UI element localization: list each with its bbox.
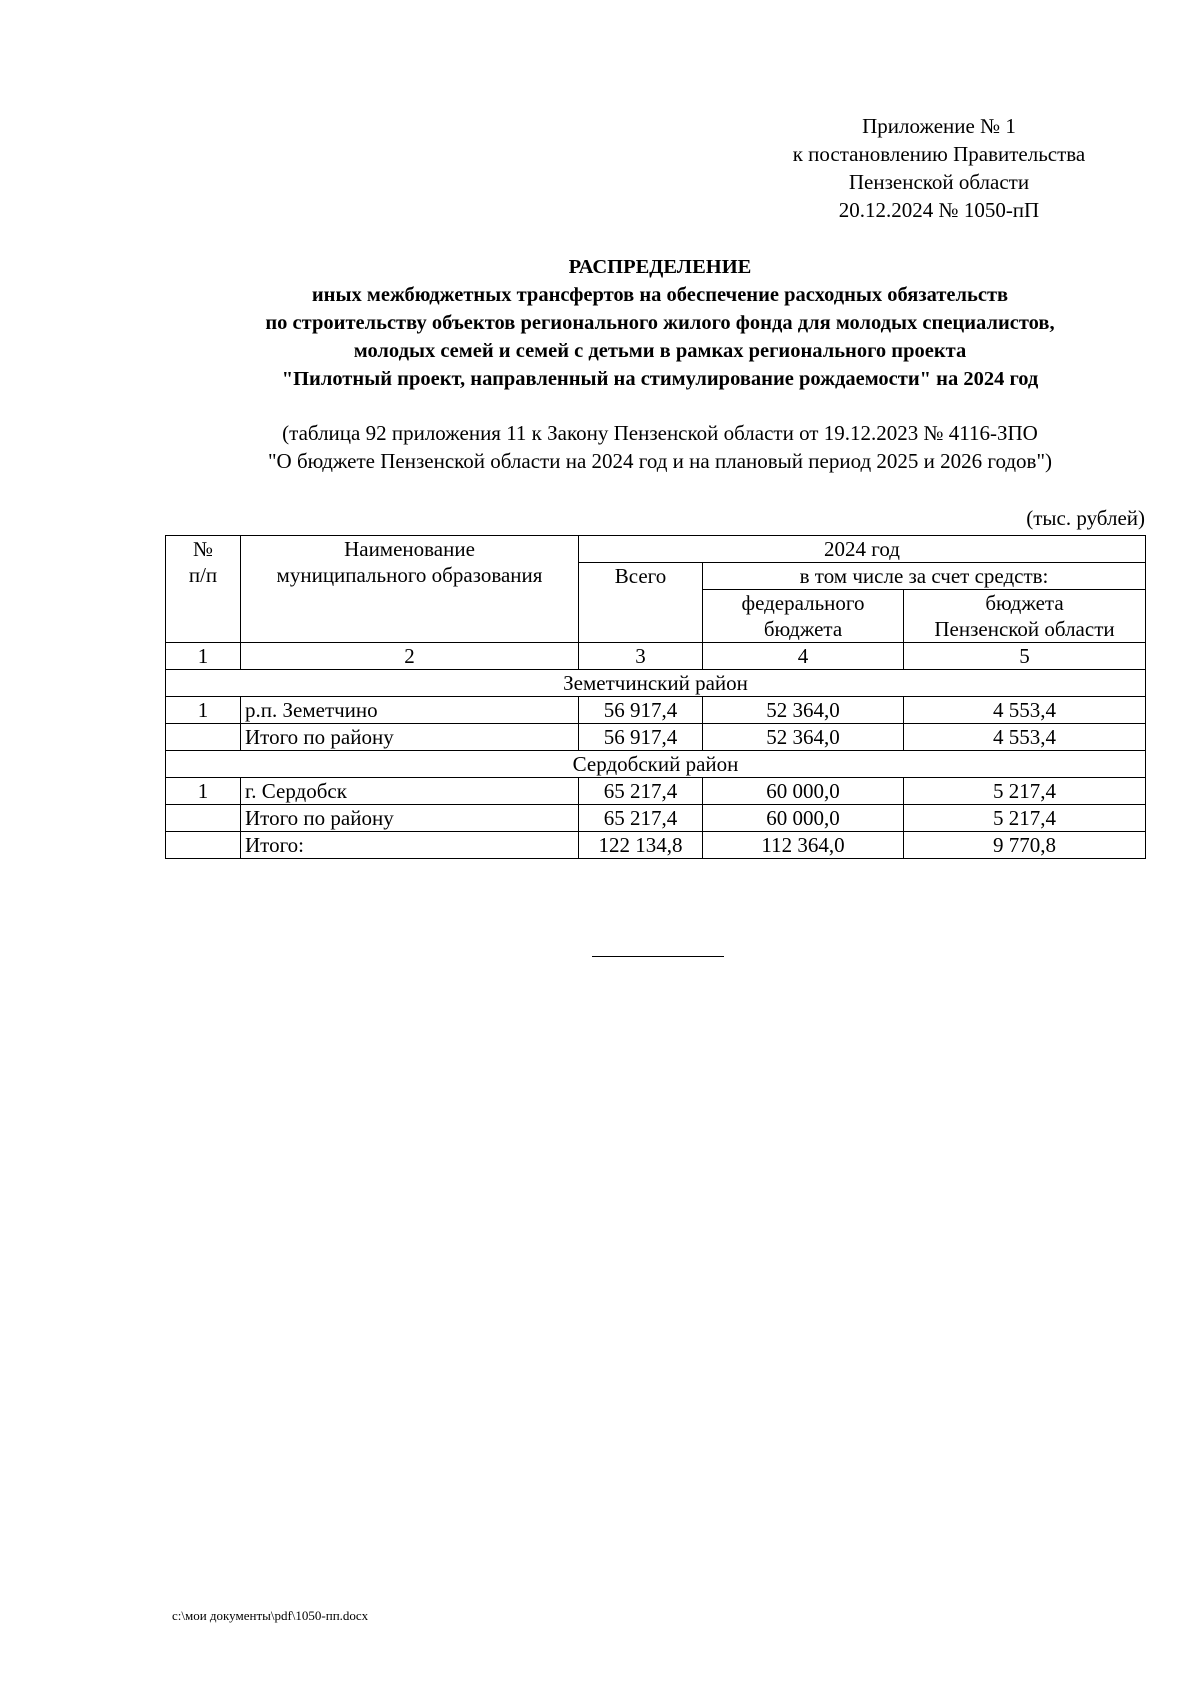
header-name-line-2: муниципального образования [276,563,543,587]
appendix-line-1: Приложение № 1 [862,114,1016,138]
title-line-1: иных межбюджетных трансфертов на обеспечение расходных обязательств [311,284,1009,306]
regional-amount: 5 217,4 [904,805,1146,832]
column-number: 2 [241,643,579,670]
appendix-line-2: к постановлению Правительства [792,142,1086,166]
law-reference [160,419,1160,475]
document-title [160,253,1160,393]
appendix-line-3: Пензенской области [848,170,1030,194]
grand-total-federal: 112 364,0 [703,832,904,859]
appendix-line-4: 20.12.2024 № 1050-пП [838,198,1040,222]
reference-line-1: (таблица 92 приложения 11 к Закону Пензенской области от 19.12.2023 № 4116-ЗПО [282,421,1038,445]
header-name-cell [241,536,579,643]
federal-amount: 60 000,0 [703,778,904,805]
row-number: 1 [166,697,241,724]
total-amount: 65 217,4 [579,805,703,832]
column-number: 4 [703,643,904,670]
header-number-cell [166,536,241,643]
total-amount: 56 917,4 [579,697,703,724]
header-including: в том числе за счет средств: [703,563,1146,590]
regional-amount: 4 553,4 [904,724,1146,751]
title-line-2: по строительству объектов регионального жилого фонда для молодых специалистов, [265,312,1055,334]
municipality-name: р.п. Земетчино [241,697,579,724]
subtotal-row [166,724,1146,751]
header-federal-line-2: бюджета [703,616,904,643]
federal-amount: 52 364,0 [703,724,904,751]
federal-amount: 60 000,0 [703,805,904,832]
column-number: 1 [166,643,241,670]
distribution-table [165,535,1146,859]
district-name: Сердобский район [166,751,1146,778]
appendix-block [760,112,1118,224]
header-number-line-2: п/п [188,563,218,587]
header-federal-line-1: федерального [703,590,904,617]
title-heading: РАСПРЕДЕЛЕНИЕ [568,256,752,278]
header-year: 2024 год [579,536,1146,563]
grand-total-regional: 9 770,8 [904,832,1146,859]
total-amount: 56 917,4 [579,724,703,751]
total-amount: 65 217,4 [579,778,703,805]
row-number [166,832,241,859]
regional-amount: 4 553,4 [904,697,1146,724]
column-number: 3 [579,643,703,670]
federal-amount: 52 364,0 [703,697,904,724]
title-line-4: "Пилотный проект, направленный на стимулирование рождаемости" на 2024 год [281,368,1039,390]
subtotal-label: Итого по району [241,805,579,832]
column-number: 5 [904,643,1146,670]
header-row-1 [166,536,1146,563]
header-number-line-1: № [192,537,214,561]
subtotal-row [166,805,1146,832]
header-total: Всего [579,563,703,643]
end-of-document-divider [592,956,724,957]
header-name-line-1: Наименование [344,537,475,561]
subtotal-label: Итого по району [241,724,579,751]
table-row [166,697,1146,724]
regional-amount: 5 217,4 [904,778,1146,805]
file-path: c:\мои документы\pdf\1050-пп.docx [172,1608,369,1623]
table-row [166,778,1146,805]
reference-line-2: "О бюджете Пензенской области на 2024 год и на плановый период 2025 и 2026 годов") [267,449,1053,473]
municipality-name: г. Сердобск [241,778,579,805]
header-regional-line-2: Пензенской области [904,616,1146,643]
units-label: (тыс. рублей) [1026,506,1145,530]
row-number [166,805,241,832]
header-regional-line-1: бюджета [904,590,1146,617]
title-line-3: молодых семей и семей с детьми в рамках регионального проекта [353,340,967,362]
district-name: Земетчинский район [166,670,1146,697]
district-row [166,751,1146,778]
grand-total-amount: 122 134,8 [579,832,703,859]
column-number-row [166,643,1146,670]
grand-total-row [166,832,1146,859]
row-number [166,724,241,751]
row-number: 1 [166,778,241,805]
district-row [166,670,1146,697]
grand-total-label: Итого: [241,832,579,859]
